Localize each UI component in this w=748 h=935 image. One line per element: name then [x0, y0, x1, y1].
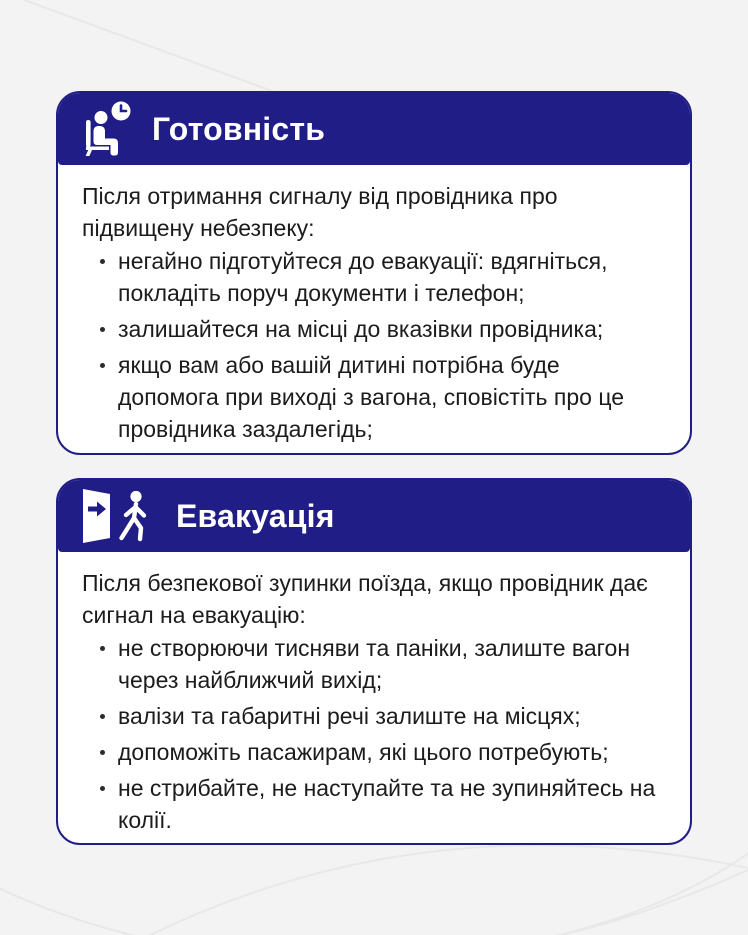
readiness-card-body	[58, 165, 690, 445]
bullet-item: не стрибайте, не наступайте та не зупиняйтесь на колії.	[98, 772, 666, 836]
evacuation-card-title: Евакуація	[176, 497, 335, 534]
evacuation-card-body	[58, 552, 690, 836]
evacuation-card	[56, 478, 692, 845]
evacuation-bullet-list	[82, 632, 666, 836]
readiness-card-header	[58, 93, 690, 165]
bullet-item: валізи та габаритні речі залиште на місцях;	[98, 700, 666, 732]
evacuation-intro-text: Після безпекової зупинки поїзда, якщо провідник дає сигнал на евакуацію:	[82, 570, 648, 628]
bullet-item: негайно підготуйтеся до евакуації: вдягніться, покладіть поруч документи і телефон;	[98, 245, 666, 309]
readiness-bullet-list	[82, 245, 666, 445]
readiness-intro-text: Після отримання сигналу від провідника про підвищену небезпеку:	[82, 183, 558, 241]
exit-door-walking-person-icon	[80, 487, 160, 545]
readiness-card	[56, 91, 692, 455]
bullet-item: якщо вам або вашій дитині потрібна буде допомога при виході з вагона, сповістіть про це провідника заздалегідь;	[98, 349, 666, 445]
bullet-item: допоможіть пасажирам, які цього потребують;	[98, 736, 666, 768]
bullet-item: не створюючи тисняви та паніки, залиште вагон через найближчий вихід;	[98, 632, 666, 696]
evacuation-card-header	[58, 480, 690, 552]
seated-passenger-clock-icon	[80, 100, 136, 158]
bullet-item: залишайтеся на місці до вказівки провідника;	[98, 313, 666, 345]
readiness-card-title: Готовність	[152, 110, 326, 147]
